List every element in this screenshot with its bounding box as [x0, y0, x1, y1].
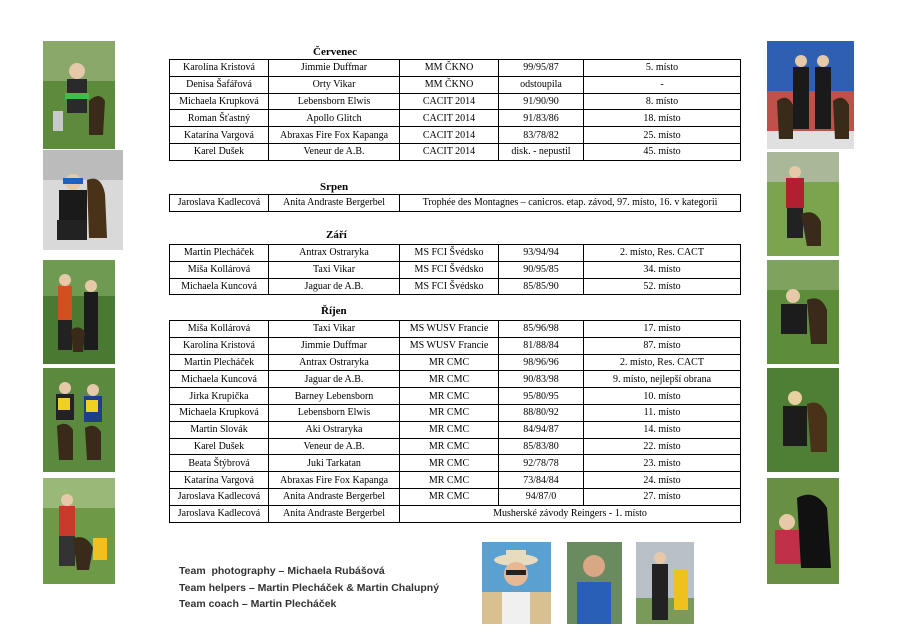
event-cell: CACIT 2014 [400, 93, 499, 110]
table-row [170, 110, 741, 127]
handler-cell: Katarína Vargová [170, 127, 269, 144]
table-row [170, 245, 741, 262]
dog-cell: Barney Lebensborn [269, 388, 400, 405]
section-title-zari: Září [326, 229, 347, 241]
event-cell: MR CMC [400, 354, 499, 371]
event-cell: MR CMC [400, 371, 499, 388]
table-row [170, 388, 741, 405]
table-row [170, 278, 741, 295]
handler-cell: Martin Plecháček [170, 354, 269, 371]
dog-cell: Abraxas Fire Fox Kapanga [269, 127, 400, 144]
photo-bottom-1 [482, 542, 551, 624]
photo-bottom-2 [567, 542, 622, 624]
result-cell: Musherské závody Reingers - 1. místo [400, 505, 741, 522]
place-cell: 10. místo [584, 388, 741, 405]
event-cell: MR CMC [400, 404, 499, 421]
handler-cell: Michaela Krupková [170, 93, 269, 110]
team-credits [179, 563, 439, 613]
table-row [170, 321, 741, 338]
table-row [170, 421, 741, 438]
score-cell: 91/83/86 [499, 110, 584, 127]
event-cell: CACIT 2014 [400, 127, 499, 144]
event-cell: MS WUSV Francie [400, 337, 499, 354]
dog-cell: Aki Ostraryka [269, 421, 400, 438]
handler-cell: Jaroslava Kadlecová [170, 195, 269, 212]
results-table-cervenec [169, 59, 741, 161]
section-title-srpen: Srpen [320, 181, 349, 193]
event-cell: CACIT 2014 [400, 143, 499, 160]
table-row [170, 438, 741, 455]
event-cell: MR CMC [400, 388, 499, 405]
dog-cell: Taxi Vikar [269, 261, 400, 278]
dog-cell: Apollo Glitch [269, 110, 400, 127]
score-cell: 90/83/98 [499, 371, 584, 388]
results-table-rijen [169, 320, 741, 523]
score-cell: 73/84/84 [499, 472, 584, 489]
table-row [170, 472, 741, 489]
handler-cell: Karel Dušek [170, 143, 269, 160]
dog-cell: Anita Andraste Bergerbel [269, 505, 400, 522]
dog-cell: Juki Tarkatan [269, 455, 400, 472]
table-row [170, 195, 741, 212]
photo-right-4 [767, 368, 839, 472]
score-cell: 90/95/85 [499, 261, 584, 278]
photo-left-5 [43, 478, 115, 584]
place-cell: 22. místo [584, 438, 741, 455]
table-row [170, 60, 741, 77]
event-cell: MS FCI Švédsko [400, 261, 499, 278]
score-cell: 94/87/0 [499, 488, 584, 505]
event-cell: MM ČKNO [400, 60, 499, 77]
table-row [170, 337, 741, 354]
score-cell: 98/96/96 [499, 354, 584, 371]
place-cell: 24. místo [584, 472, 741, 489]
place-cell: 2. místo, Res. CACT [584, 354, 741, 371]
table-row [170, 371, 741, 388]
place-cell: 11. místo [584, 404, 741, 421]
place-cell: 87. místo [584, 337, 741, 354]
credit-photography: Team photography – Michaela Rubášová [179, 565, 385, 577]
handler-cell: Roman Šťastný [170, 110, 269, 127]
event-cell: MS WUSV Francie [400, 321, 499, 338]
dog-cell: Jaguar de A.B. [269, 278, 400, 295]
table-row [170, 505, 741, 522]
place-cell: 5. místo [584, 60, 741, 77]
result-cell: Trophée des Montagnes – canicros. etap. závod, 97. místo, 16. v kategorii [400, 195, 741, 212]
handler-cell: Karel Dušek [170, 438, 269, 455]
score-cell: 84/94/87 [499, 421, 584, 438]
results-table-zari [169, 244, 741, 295]
dog-cell: Anita Andraste Bergerbel [269, 488, 400, 505]
score-cell: 85/83/80 [499, 438, 584, 455]
handler-cell: Jaroslava Kadlecová [170, 505, 269, 522]
place-cell: 34. místo [584, 261, 741, 278]
dog-cell: Veneur de A.B. [269, 438, 400, 455]
dog-cell: Anita Andraste Bergerbel [269, 195, 400, 212]
score-cell: 93/94/94 [499, 245, 584, 262]
place-cell: 27. místo [584, 488, 741, 505]
dog-cell: Lebensborn Elwis [269, 404, 400, 421]
table-row [170, 76, 741, 93]
dog-cell: Jimmie Duffmar [269, 337, 400, 354]
score-cell: 99/95/87 [499, 60, 584, 77]
handler-cell: Michaela Kuncová [170, 278, 269, 295]
place-cell: 23. místo [584, 455, 741, 472]
handler-cell: Karolína Kristová [170, 337, 269, 354]
score-cell: 83/78/82 [499, 127, 584, 144]
handler-cell: Míša Kollárová [170, 321, 269, 338]
dog-cell: Taxi Vikar [269, 321, 400, 338]
photo-right-2 [767, 152, 839, 256]
handler-cell: Michaela Kuncová [170, 371, 269, 388]
score-cell: 88/80/92 [499, 404, 584, 421]
event-cell: MS FCI Švédsko [400, 278, 499, 295]
score-cell: 85/85/90 [499, 278, 584, 295]
score-cell: 85/96/98 [499, 321, 584, 338]
dog-cell: Jimmie Duffmar [269, 60, 400, 77]
score-cell: 92/78/78 [499, 455, 584, 472]
credit-helpers: Team helpers – Martin Plecháček & Martin Chalupný [179, 581, 440, 594]
table-row [170, 143, 741, 160]
table-row [170, 455, 741, 472]
photo-right-1 [767, 41, 854, 149]
event-cell: MR CMC [400, 438, 499, 455]
photo-left-2 [43, 150, 123, 250]
event-cell: MR CMC [400, 421, 499, 438]
photo-left-4 [43, 368, 115, 472]
place-cell: 45. místo [584, 143, 741, 160]
dog-cell: Antrax Ostraryka [269, 354, 400, 371]
photo-right-5 [767, 478, 839, 584]
dog-cell: Veneur de A.B. [269, 143, 400, 160]
score-cell: disk. - nepustil [499, 143, 584, 160]
score-cell: odstoupila [499, 76, 584, 93]
handler-cell: Jirka Krupička [170, 388, 269, 405]
handler-cell: Martin Slovák [170, 421, 269, 438]
handler-cell: Karolína Kristová [170, 60, 269, 77]
table-row [170, 354, 741, 371]
section-title-cervenec: Červenec [313, 46, 357, 58]
table-row [170, 93, 741, 110]
photo-left-3 [43, 260, 115, 364]
event-cell: CACIT 2014 [400, 110, 499, 127]
results-table-srpen [169, 194, 741, 212]
handler-cell: Denisa Šafářová [170, 76, 269, 93]
place-cell: 9. místo, nejlepší obrana [584, 371, 741, 388]
table-row [170, 127, 741, 144]
event-cell: MR CMC [400, 488, 499, 505]
photo-left-1 [43, 41, 115, 149]
score-cell: 91/90/90 [499, 93, 584, 110]
place-cell: 25. místo [584, 127, 741, 144]
handler-cell: Katarína Vargová [170, 472, 269, 489]
handler-cell: Beata Štýbrová [170, 455, 269, 472]
dog-cell: Jaguar de A.B. [269, 371, 400, 388]
place-cell: - [584, 76, 741, 93]
score-cell: 95/80/95 [499, 388, 584, 405]
dog-cell: Abraxas Fire Fox Kapanga [269, 472, 400, 489]
handler-cell: Martin Plecháček [170, 245, 269, 262]
photo-right-3 [767, 260, 839, 364]
place-cell: 52. místo [584, 278, 741, 295]
handler-cell: Michaela Krupková [170, 404, 269, 421]
place-cell: 17. místo [584, 321, 741, 338]
event-cell: MR CMC [400, 455, 499, 472]
place-cell: 14. místo [584, 421, 741, 438]
photo-bottom-3 [636, 542, 694, 624]
place-cell: 2. místo, Res. CACT [584, 245, 741, 262]
place-cell: 8. místo [584, 93, 741, 110]
dog-cell: Lebensborn Elwis [269, 93, 400, 110]
event-cell: MM ČKNO [400, 76, 499, 93]
handler-cell: Jaroslava Kadlecová [170, 488, 269, 505]
table-row [170, 488, 741, 505]
table-row [170, 261, 741, 278]
credit-coach: Team coach – Martin Plecháček [179, 598, 337, 610]
place-cell: 18. místo [584, 110, 741, 127]
event-cell: MS FCI Švédsko [400, 245, 499, 262]
section-title-rijen: Říjen [321, 305, 347, 317]
score-cell: 81/88/84 [499, 337, 584, 354]
event-cell: MR CMC [400, 472, 499, 489]
table-row [170, 404, 741, 421]
dog-cell: Orty Vikar [269, 76, 400, 93]
dog-cell: Antrax Ostraryka [269, 245, 400, 262]
handler-cell: Míša Kollárová [170, 261, 269, 278]
